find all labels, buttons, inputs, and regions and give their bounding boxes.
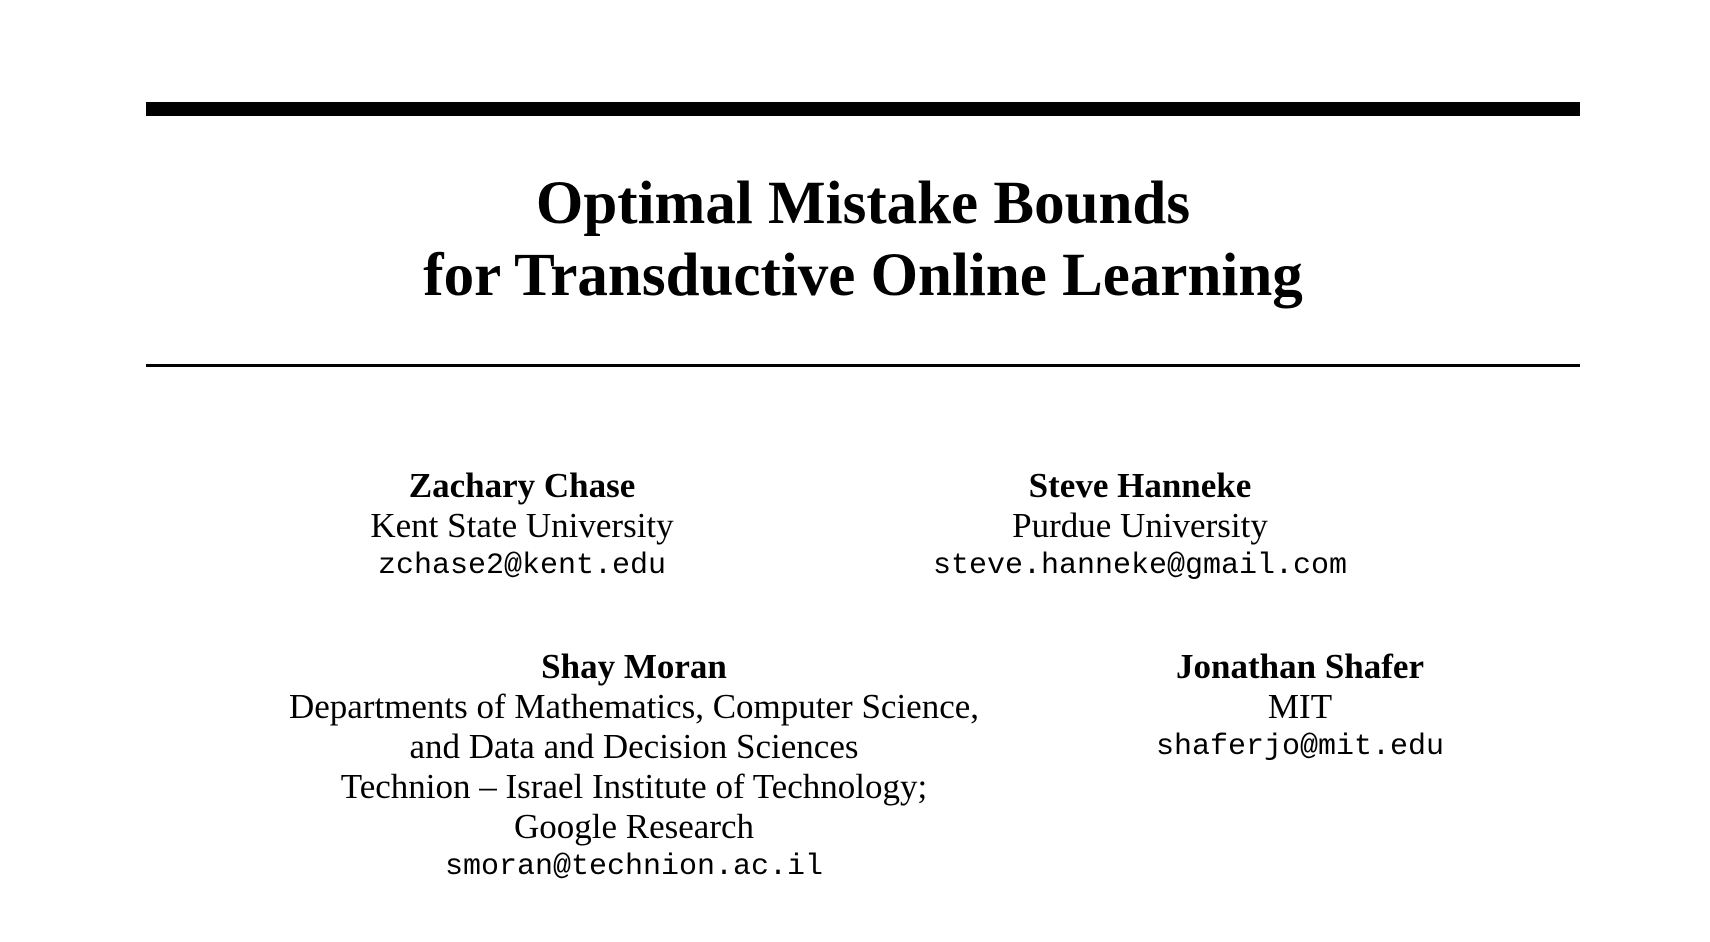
author-block-moran: [234, 647, 1034, 887]
author-email: smoran@technion.ac.il: [444, 850, 824, 884]
author-block-chase: [322, 466, 722, 586]
author-affiliation-line: Google Research: [513, 807, 755, 846]
author-name: Shay Moran: [541, 647, 727, 686]
author-affiliation-line: Technion – Israel Institute of Technology;: [340, 767, 928, 806]
title-top-rule: [146, 102, 1580, 116]
author-affiliation: Kent State University: [370, 506, 674, 545]
title-bottom-rule: [146, 364, 1580, 367]
author-name: Steve Hanneke: [1028, 466, 1252, 505]
author-affiliation: MIT: [1267, 687, 1333, 726]
author-affiliation-line: and Data and Decision Sciences: [409, 727, 859, 766]
author-affiliation-line: Departments of Mathematics, Computer Science,: [288, 687, 980, 726]
author-name: Jonathan Shafer: [1176, 647, 1424, 686]
author-affiliation: Purdue University: [1012, 506, 1268, 545]
paper-title: [146, 168, 1580, 312]
title-line-2: for Transductive Online Learning: [423, 242, 1303, 309]
author-email: zchase2@kent.edu: [377, 549, 667, 583]
author-name: Zachary Chase: [408, 466, 636, 505]
author-email: shaferjo@mit.edu: [1155, 730, 1445, 764]
author-email: steve.hanneke@gmail.com: [932, 549, 1348, 583]
author-block-shafer: [1090, 647, 1510, 767]
title-line-1: Optimal Mistake Bounds: [535, 170, 1191, 237]
author-block-hanneke: [880, 466, 1400, 586]
